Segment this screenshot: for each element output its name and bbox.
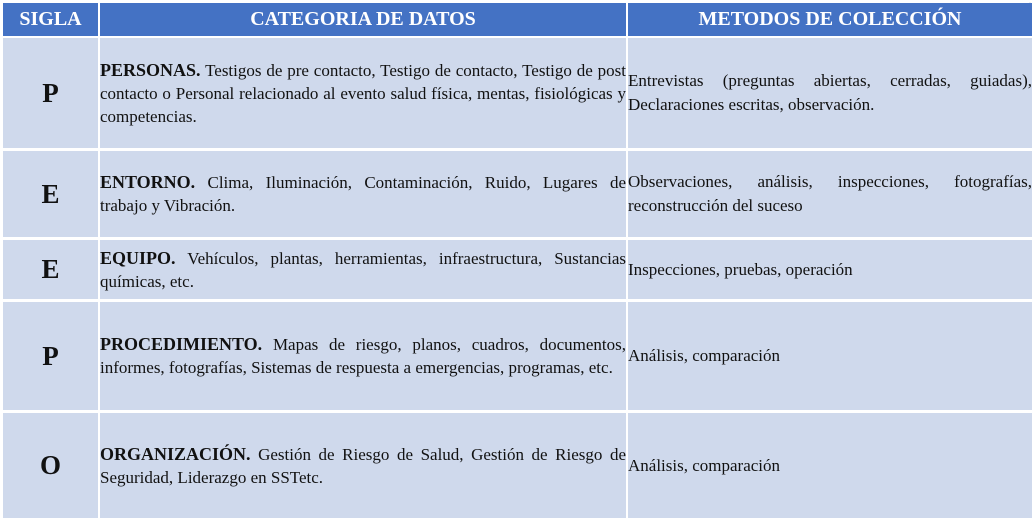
table-row [3,151,1032,240]
category-text: Vehículos, plantas, herramientas, infraestructura, Sustancias químicas, etc. [100,248,626,291]
row-sigla: E [3,151,100,240]
category-text: Mapas de riesgo, planos, cuadros, documentos, informes, fotografías, Sistemas de respuesta a emergencias, programas, etc. [100,335,626,377]
row-methods: Entrevistas (preguntas abiertas, cerradas, guiadas), Declaraciones escritas, observación. [628,38,1032,151]
table-row [3,38,1032,151]
category-text: Testigos de pre contacto, Testigo de contacto, Testigo de post contacto o Personal relacionado al evento salud física, mentas, fisiológicas y competencias. [100,60,626,126]
row-category [100,413,628,518]
row-category [100,240,628,302]
header-categoria: CATEGORIA DE DATOS [100,3,628,38]
table-row [3,302,1032,413]
row-category [100,151,628,240]
category-text: Gestión de Riesgo de Salud, Gestión de Riesgo de Seguridad, Liderazgo en SSTetc. [100,444,627,487]
row-methods: Análisis, comparación [628,413,1032,518]
table-row [3,240,1032,302]
header-metodos: METODOS DE COLECCIÓN [628,3,1032,38]
row-sigla: E [3,240,100,302]
table-row [3,413,1032,518]
row-methods: Observaciones, análisis, inspecciones, fotografías, reconstrucción del suceso [628,151,1032,240]
category-title: PERSONAS. [100,59,201,80]
row-sigla: O [3,413,100,518]
row-sigla: P [3,38,100,151]
table-header-row [3,3,1032,38]
category-title: ORGANIZACIÓN. [100,443,251,464]
data-collection-table [3,3,1032,518]
row-category [100,302,628,413]
category-title: EQUIPO. [100,247,176,268]
row-sigla: P [3,302,100,413]
row-methods: Inspecciones, pruebas, operación [628,240,1032,302]
row-methods: Análisis, comparación [628,302,1032,413]
category-title: ENTORNO. [100,172,196,192]
header-sigla: SIGLA [3,3,100,38]
category-title: PROCEDIMIENTO. [100,334,263,354]
row-category [100,38,628,151]
category-text: Clima, Iluminación, Contaminación, Ruido, Lugares de trabajo y Vibración. [100,173,626,215]
